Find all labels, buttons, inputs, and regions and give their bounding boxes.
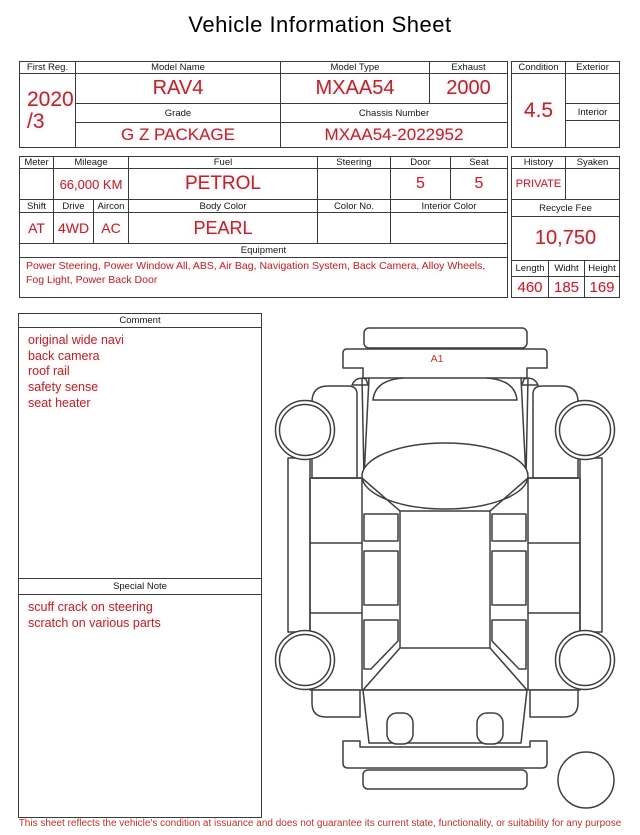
left-taillight [387,713,413,744]
front-panel [343,349,547,378]
width-label: Widht [549,261,585,277]
chassis-number-label: Chassis Number [281,104,507,123]
condition-value: 4.5 [512,74,566,147]
steering-value [318,169,391,199]
comment-line: seat heater [28,395,91,410]
special-note-lines [19,595,261,817]
fuel-label: Fuel [129,157,318,169]
shift-value: AT [20,213,54,243]
fee-table [511,156,620,298]
body-color-value: PEARL [129,213,318,243]
model-name-label: Model Name [76,62,281,74]
car-diagram [270,315,635,815]
height-value: 169 [589,278,615,296]
seat-value: 5 [474,175,484,192]
rear-panel [343,741,547,768]
wheel-front-right [556,401,615,460]
width-value: 185 [549,277,585,297]
body-color-label: Body Color [129,200,318,213]
comment-line: original wide navi [28,333,124,347]
right-rocker-panel [580,458,602,632]
comment-box [18,313,262,818]
wheel-rear-left [276,631,335,690]
height-label: Height [585,261,619,277]
right-rear-door-window [492,551,526,605]
grade-label: Grade [76,104,281,123]
recycle-fee-value: 10,750 [534,227,597,249]
color-no-value [318,213,391,243]
first-reg-label: First Reg. [20,62,76,74]
exterior-label: Exterior [566,62,619,74]
door-label: Door [391,157,451,169]
front-bumper [364,328,527,348]
rear-bumper [363,770,527,789]
first-reg-month: /3 [27,109,45,133]
chassis-number-value: MXAA54-2022952 [324,125,464,144]
comment-line: safety sense [28,379,99,394]
meter-value [20,169,54,199]
comment-label: Comment [19,314,261,328]
roof-side-edges [400,511,490,648]
color-no-label: Color No. [318,200,391,213]
left-rear-door-window [364,551,398,605]
info-table [19,61,508,148]
comment-line: roof rail [28,364,70,379]
special-note-label: Special Note [19,578,261,595]
condition-label: Condition [512,62,566,74]
page-title: Vehicle Information Sheet [188,12,452,37]
comment-lines [19,328,261,578]
right-taillight [477,713,503,744]
wheel-rear-right [556,631,615,690]
rear-window [363,648,527,690]
exhaust-value: 2000 [430,74,507,104]
steering-label: Steering [318,157,391,169]
aircon-value: AC [94,213,129,243]
left-mirror-icon [352,378,368,385]
syaken-label: Syaken [566,157,619,169]
specs-table [19,156,508,298]
left-rocker-panel [288,458,310,632]
recycle-fee-label: Recycle Fee [512,200,619,217]
syaken-value [566,169,619,199]
aircon-label: Aircon [94,200,129,213]
right-front-door-window [492,514,526,541]
model-name-value: RAV4 [76,74,281,104]
length-value: 460 [512,277,549,297]
drive-label: Drive [54,200,94,213]
condition-table [511,61,620,148]
right-rear-fender [530,690,578,717]
comment-line: back camera [28,348,100,363]
seat-label: Seat [451,157,507,169]
spare-wheel [558,752,614,808]
mileage-value: 66,000 KM [54,169,129,199]
model-type-label: Model Type [281,62,430,74]
history-value: PRIVATE [512,169,566,199]
drive-value: 4WD [54,213,94,243]
interior-color-label: Interior Color [391,200,507,213]
interior-color-value [391,213,507,243]
left-rear-fender [312,690,360,717]
fuel-value: PETROL [129,169,318,199]
panel-code-a1: A1 [430,353,444,365]
wheel-front-left [276,401,335,460]
equipment-value: Power Steering, Power Window All, ABS, Air Bag, Navigation System, Back Camera, Alloy Wheels, Fog Light, Power Back Door [26,260,486,286]
mileage-label: Mileage [54,157,129,169]
windshield [373,378,517,400]
shift-label: Shift [20,200,54,213]
meter-label: Meter [20,157,54,169]
length-label: Length [512,261,549,277]
exhaust-label: Exhaust [430,62,507,74]
special-note-line: scratch on various parts [28,615,161,630]
grade-value: G Z PACKAGE [76,123,281,147]
door-value: 5 [391,169,451,199]
history-label: History [512,157,566,169]
left-front-door-window [364,514,398,541]
right-mirror-icon [522,378,538,385]
first-reg-year: 2020 [27,88,74,112]
equipment-label: Equipment [20,244,507,258]
disclaimer-text: This sheet reflects the vehicle's condition at issuance and does not guarantee its current state, functionality, or suitability for any purpose [18,818,622,829]
special-note-line: scuff crack on steering [28,600,153,614]
first-reg-value [20,74,76,147]
interior-value [566,121,619,147]
exterior-value [566,74,619,104]
interior-label: Interior [566,104,619,121]
model-type-value: MXAA54 [281,74,430,104]
